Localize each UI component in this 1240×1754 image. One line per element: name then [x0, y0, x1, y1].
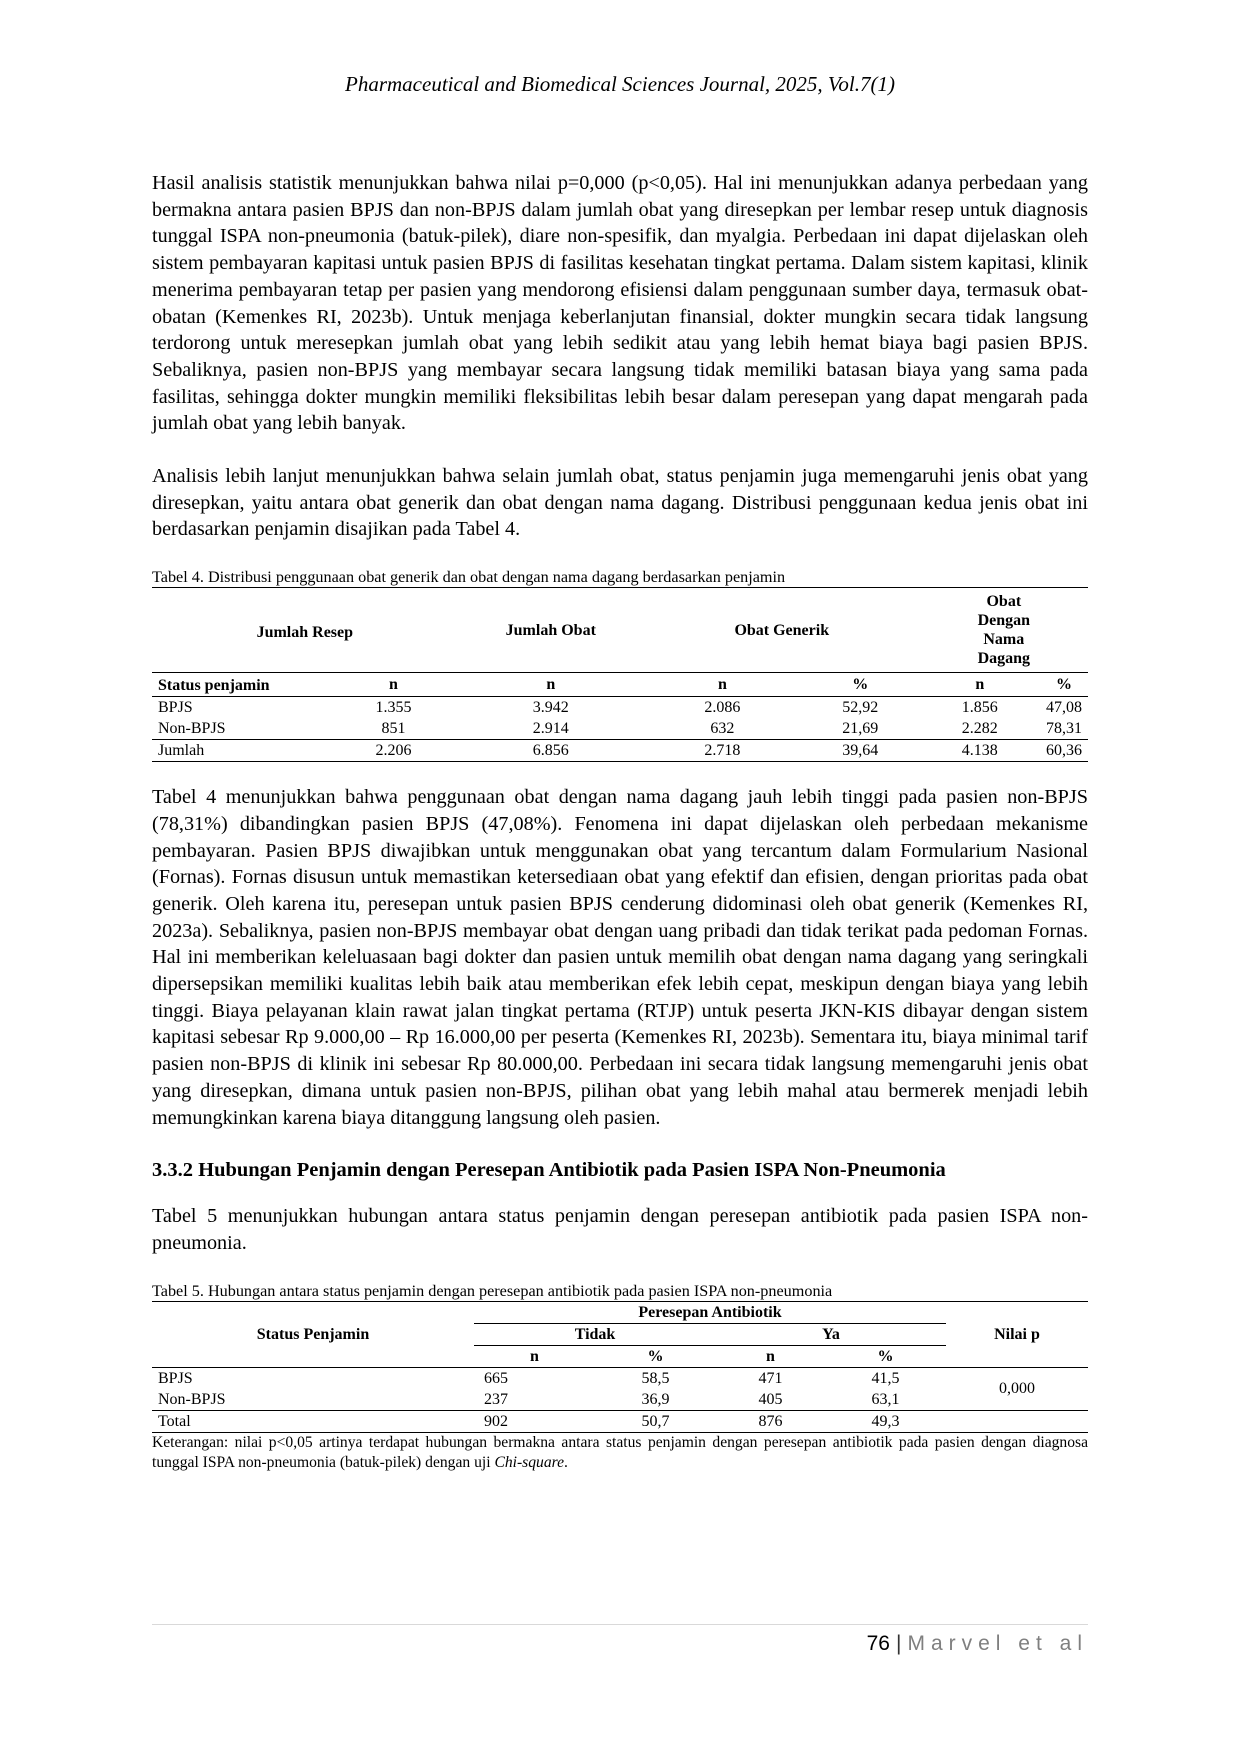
paragraph-table4-discussion: Tabel 4 menunjukkan bahwa penggunaan obat dengan nama dagang jauh lebih tinggi pada pasien non-BPJS (78,31%) dibandingkan pasien BPJS (47,08%). Fenomena ini dapat dijelaskan oleh perbedaan mekanisme pembayaran. Pasien BPJS diwajibkan untuk menggunakan obat yang tercantum dalam Formularium Nasional (Fornas). Fornas disusun untuk memastikan ketersediaan obat yang efektif dan efisien, dengan prioritas pada obat generik. Oleh karena itu, peresepan untuk pasien BPJS cenderung didominasi oleh obat generik (Kemenkes RI, 2023a). Sebaliknya, pasien non-BPJS membayar obat dengan uang pribadi dan tidak terikat pada pedoman Fornas. Hal ini memberikan keleluasaan bagi dokter dan pasien untuk memilih obat dengan nama dagang yang seringkali dipersepsikan memiliki kualitas lebih baik atau memberikan efek lebih cepat, meskipun dengan biaya yang lebih tinggi. Biaya pelayanan klain rawat jalan tingkat pertama (RTJP) untuk peserta JKN-KIS dibayar dengan sistem kapitasi sebesar Rp 9.000,00 – Rp 16.000,00 per peserta (Kemenkes RI, 2023b). Sementara itu, biaya minimal tarif pasien non-BPJS di klinik ini sebesar Rp 80.000,00. Perbedaan ini secara tidak langsung memengaruhi jenis obat yang diresepkan, dimana untuk pasien non-BPJS, pilihan obat yang lebih mahal atau bermerek menjadi lebih memungkinkan karena biaya ditanggung langsung oleh pasien. [152, 786, 1088, 1129]
table4-head-n: n [644, 673, 801, 697]
table5-note-italic: Chi-square [494, 1453, 565, 1471]
table5-cell: 36,9 [641, 1390, 670, 1408]
table-row [152, 1410, 1088, 1432]
table5-head-pct: % [595, 1345, 716, 1367]
table4-head-n: n [329, 673, 457, 697]
table4-cell: 21,69 [842, 720, 879, 738]
table5-p-value: 0,000 [999, 1380, 1035, 1398]
table4-cell: 851 [381, 720, 406, 738]
table5-head-ya: Ya [716, 1323, 946, 1345]
table4-head-obat-generik: Obat Generik [644, 588, 920, 673]
table5-note-suffix: . [564, 1453, 568, 1471]
table4-cell: 2.718 [644, 740, 801, 762]
table4-head-n: n [920, 673, 1040, 697]
table5-caption: Tabel 5. Hubungan antara status penjamin dengan peresepan antibiotik pada pasien ISPA non-pneumonia [152, 1281, 833, 1300]
table5-cell: 50,7 [595, 1410, 716, 1432]
page-body [152, 170, 1088, 1473]
table5-cell-label: BPJS [158, 1369, 193, 1387]
table4-cell: 4.138 [920, 740, 1040, 762]
table5-cell: 41,5 [871, 1369, 900, 1387]
table5-head-nilai-p: Nilai p [946, 1301, 1088, 1367]
table4-head-jumlah-obat: Jumlah Obat [458, 588, 644, 673]
table4-cell: 632 [710, 720, 735, 738]
table-row [152, 718, 1088, 740]
page-footer [867, 1632, 1088, 1656]
table5-cell: 58,5 [641, 1369, 670, 1387]
table5 [152, 1301, 1088, 1433]
table-row [152, 697, 1088, 719]
table5-cell: 49,3 [825, 1410, 946, 1432]
table4-head-obat-dagang: Obat Dengan Nama Dagang [920, 588, 1088, 673]
table4-head-pct: % [1040, 673, 1088, 697]
table5-cell: 405 [758, 1390, 783, 1408]
table4-head-status: Status penjamin [152, 673, 329, 697]
table4-head-n: n [458, 673, 644, 697]
table4-cell: 2.914 [532, 720, 569, 738]
table5-head-n: n [716, 1345, 825, 1367]
table4-cell: 3.942 [532, 699, 569, 717]
table4-cell: 2.282 [961, 720, 998, 738]
table5-head-pct: % [825, 1345, 946, 1367]
table-row [152, 740, 1088, 762]
table4-head-jumlah-resep: Jumlah Resep [152, 588, 458, 673]
table4-head-pct: % [801, 673, 920, 697]
table5-head-status: Status Penjamin [152, 1301, 474, 1367]
table4-cell: 52,92 [842, 699, 879, 717]
table5-note-text: Keterangan: nilai p<0,05 artinya terdapat hubungan bermakna antara status penjamin dengan peresepan antibiotik pada pasien dengan diagnosa tunggal ISPA non-pneumonia (batuk-pilek) dengan uji [152, 1433, 1088, 1471]
table5-cell: 471 [758, 1369, 783, 1387]
table5-cell-label: Non-BPJS [158, 1390, 226, 1408]
table5-cell: 876 [716, 1410, 825, 1432]
table5-cell: 902 [474, 1410, 595, 1432]
footer-divider [152, 1624, 1088, 1625]
table4-cell: 60,36 [1040, 740, 1088, 762]
table-row [152, 1367, 1088, 1389]
footer-separator: | [895, 1632, 902, 1655]
table4-cell: 2.206 [329, 740, 457, 762]
table4 [152, 587, 1088, 762]
table4-caption: Tabel 4. Distribusi penggunaan obat generik dan obat dengan nama dagang berdasarkan penjamin [152, 568, 786, 587]
table4-cell-label: Non-BPJS [158, 720, 226, 738]
footer-authors: Marvel et al [907, 1632, 1088, 1655]
paragraph-statistical-analysis: Hasil analisis statistik menunjukkan bahwa nilai p=0,000 (p<0,05). Hal ini menunjukkan adanya perbedaan yang bermakna antara pasien BPJS dan non-BPJS dalam jumlah obat yang diresepkan per lembar resep untuk diagnosis tunggal ISPA non-pneumonia (batuk-pilek), diare non-spesifik, dan myalgia. Perbedaan ini dapat dijelaskan oleh sistem pembayaran kapitasi untuk pasien BPJS di fasilitas kesehatan tingkat pertama. Dalam sistem kapitasi, klinik menerima pembayaran tetap per pasien yang mendorong efisiensi dalam penggunaan sumber daya, termasuk obat-obatan (Kemenkes RI, 2023b). Untuk menjaga keberlanjutan finansial, dokter mungkin secara tidak langsung terdorong untuk meresepkan jumlah obat yang lebih sedikit atau yang lebih hemat biaya bagi pasien BPJS. Sebaliknya, pasien non-BPJS yang membayar secara langsung tidak memiliki batasan biaya yang sama pada fasilitas, sehingga dokter mungkin memiliki fleksibilitas lebih besar dalam peresepan yang dapat mengarah pada jumlah obat yang lebih banyak. [152, 172, 1088, 435]
page-number: 76 [866, 1632, 890, 1655]
table5-cell: 665 [484, 1369, 508, 1387]
table4-cell: 39,64 [801, 740, 920, 762]
table5-cell: 63,1 [871, 1390, 900, 1408]
table4-cell: 47,08 [1046, 699, 1082, 717]
paragraph-table5-intro: Tabel 5 menunjukkan hubungan antara status penjamin dengan peresepan antibiotik pada pasien ISPA non-pneumonia. [152, 1205, 1088, 1254]
table4-cell: 6.856 [458, 740, 644, 762]
paragraph-further-analysis: Analisis lebih lanjut menunjukkan bahwa selain jumlah obat, status penjamin juga memengaruhi jenis obat yang diresepkan, yaitu antara obat generik dan obat dengan nama dagang. Distribusi penggunaan kedua jenis obat ini berdasarkan penjamin disajikan pada Tabel 4. [152, 465, 1088, 541]
running-head: Pharmaceutical and Biomedical Sciences Journal, 2025, Vol.7(1) [345, 72, 895, 96]
table5-head-n: n [474, 1345, 595, 1367]
table5-cell: 237 [484, 1390, 508, 1408]
table4-cell-label: Jumlah [152, 740, 329, 762]
table4-cell: 78,31 [1046, 720, 1082, 738]
table5-head-tidak: Tidak [474, 1323, 716, 1345]
table5-head-peresepan: Peresepan Antibiotik [474, 1301, 946, 1323]
table4-cell-label: BPJS [158, 699, 193, 717]
table5-cell-label: Total [152, 1410, 474, 1432]
table5-cell-empty [946, 1410, 1088, 1432]
section-heading: 3.3.2 Hubungan Penjamin dengan Peresepan Antibiotik pada Pasien ISPA Non-Pneumonia [152, 1159, 946, 1182]
table4-cell: 2.086 [704, 699, 741, 717]
table5-note [152, 1433, 1088, 1473]
table4-cell: 1.355 [375, 699, 412, 717]
table4-cell: 1.856 [961, 699, 998, 717]
